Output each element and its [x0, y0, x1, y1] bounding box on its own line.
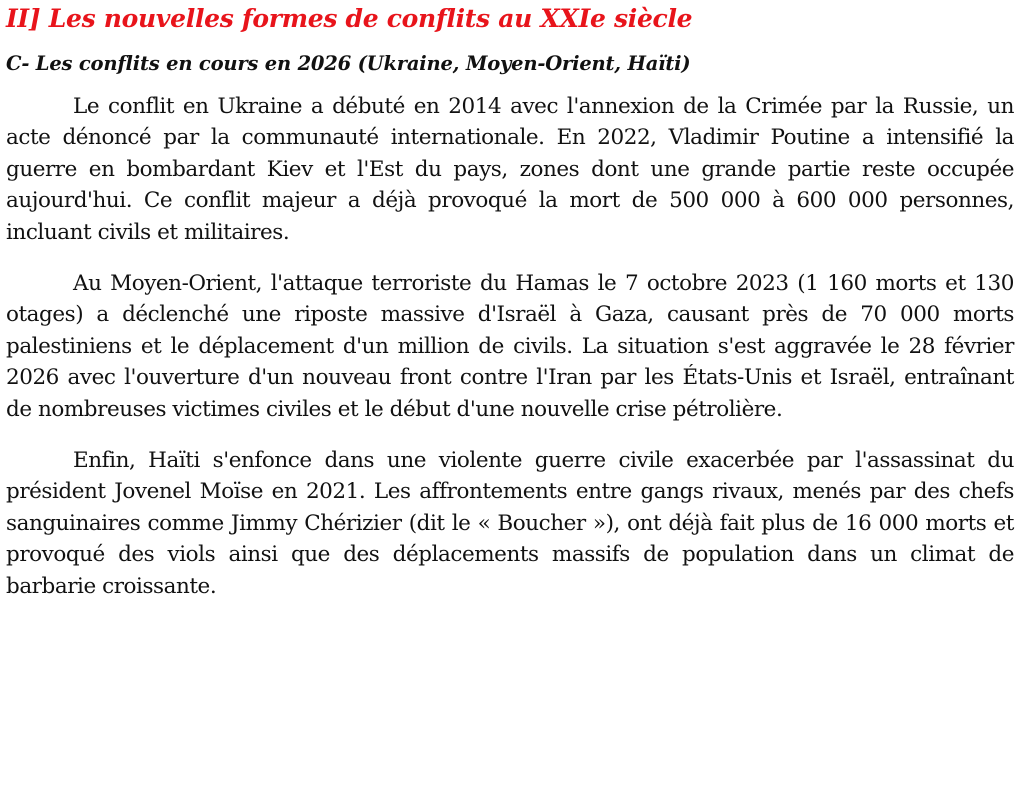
subsection-title: C- Les conflits en cours en 2026 (Ukraine, Moyen-Orient, Haïti): [6, 52, 691, 75]
section-title: II] Les nouvelles formes de conflits au XXIe siècle: [6, 4, 693, 33]
paragraph-ukraine: Le conflit en Ukraine a débuté en 2014 avec l'annexion de la Crimée par la Russie, un acte dénoncé par la communauté internationale. En 2022, Vladimir Poutine a intensifié la guerre en bombardant Kiev et l'Est du pays, zones dont une grande partie reste occupée aujourd'hui. Ce conflit majeur a déjà provoqué la mort de 500 000 à 600 000 personnes, incluant civils et militaires.: [6, 94, 1014, 245]
paragraph-haiti: Enfin, Haïti s'enfonce dans une violente guerre civile exacerbée par l'assassinat du président Jovenel Moïse en 2021. Les affrontements entre gangs rivaux, menés par des chefs sanguinaires comme Jimmy Chérizier (dit le « Boucher »), ont déjà fait plus de 16 000 morts et provoqué des viols ainsi que des déplacements massifs de population dans un climat de barbarie croissante.: [6, 448, 1014, 599]
document-page: [6, 0, 1014, 602]
paragraph-moyen-orient: Au Moyen-Orient, l'attaque terroriste du Hamas le 7 octobre 2023 (1 160 morts et 130 otages) a déclenché une riposte massive d'Israël à Gaza, causant près de 70 000 morts palestiniens et le déplacement d'un million de civils. La situation s'est aggravée le 28 février 2026 avec l'ouverture d'un nouveau front contre l'Iran par les États-Unis et Israël, entraînant de nombreuses victimes civiles et le début d'une nouvelle crise pétrolière.: [6, 271, 1014, 422]
